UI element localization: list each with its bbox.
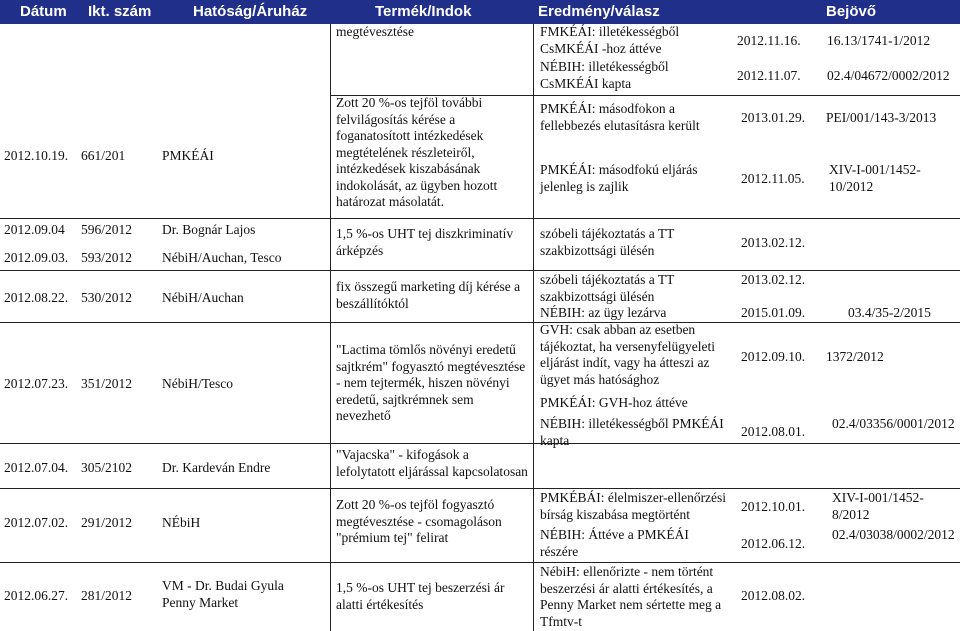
row-divider: [0, 488, 960, 489]
row-hatosag: NébiH/Auchan: [162, 290, 244, 305]
answer-text: NÉBIH: az ügy lezárva: [540, 305, 667, 320]
row-date: 2012.06.27.: [4, 588, 69, 603]
row-ikt: 351/2012: [81, 376, 133, 391]
answer-text: PMKÉBÁI: élelmiszer-ellenőrzési bírság kiszabása megtörtént: [540, 490, 727, 522]
row-hatosag: NébiH/Auchan, Tesco: [162, 250, 282, 265]
row-ikt: 281/2012: [81, 588, 133, 603]
answer-ref: 02.4/03038/0002/2012: [832, 527, 955, 542]
column-divider: [330, 24, 331, 631]
row-date: 2012.10.19.: [4, 148, 69, 163]
termek-cell: Zott 20 %-os tejföl fogyasztó megtévesztése - csomagoláson "prémium tej" felirat: [336, 497, 502, 545]
answer-date: 2012.10.01.: [741, 499, 806, 514]
termek-cell: fix összegű marketing díj kérése a beszállítóktól: [336, 279, 521, 311]
row-hatosag: Dr. Kardeván Endre: [162, 460, 271, 475]
termek-cell: "Lactima tömlős növényi eredetű sajtkrém" fogyasztó megtévesztése - nem tejtermék, hiszen növényi eredetű, sajtkrémnek sem nevezhető: [336, 342, 526, 423]
header-ikt-szam: Ikt. szám: [88, 3, 152, 20]
header-hatosag: Hatóság/Áruház: [193, 3, 308, 20]
row-ikt: 661/201: [81, 148, 126, 163]
row-divider: [0, 270, 960, 271]
header-datum: Dátum: [20, 3, 67, 20]
termek-cell: 1,5 %-os UHT tej diszkriminatív árképzés: [336, 226, 514, 258]
answer-ref: XIV-I-001/1452-8/2012: [832, 490, 924, 522]
row-date: 2012.07.04.: [4, 460, 69, 475]
row-ikt: 305/2102: [81, 460, 133, 475]
answer-text: szóbeli tájékoztatás a TT szakbizottsági ülésén: [540, 226, 675, 258]
row-ikt: 530/2012: [81, 290, 133, 305]
row-divider: [0, 322, 960, 323]
termek-cell: "Vajacska" - kifogások a lefolytatott eljárással kapcsolatosan: [336, 447, 528, 479]
answer-text: PMKÉÁI: másodfokú eljárás jelenleg is zajlik: [540, 162, 698, 194]
row-date: 2012.07.23.: [4, 376, 69, 391]
row-date: 2012.07.02.: [4, 515, 69, 530]
answer-date: 2012.09.10.: [741, 349, 806, 364]
row-hatosag: Dr. Bognár Lajos: [162, 222, 256, 237]
row-divider: [0, 443, 960, 444]
row-divider: [0, 218, 960, 219]
answer-text: PMKÉÁI: GVH-hoz áttéve: [540, 395, 688, 410]
answer-date: 2012.11.07.: [737, 68, 801, 83]
answer-date: 2012.11.05.: [741, 171, 805, 186]
termek-cell: Zott 20 %-os tejföl további felvilágosítás kérése a foganatosított intézkedések megtételének részleteiről, intézkedések kiszabásának indokolását, az ügyben hozott határozat másolatát.: [336, 95, 498, 209]
answer-date: 2013.02.12.: [741, 272, 806, 287]
answer-ref: 1372/2012: [826, 349, 884, 364]
column-divider: [533, 24, 534, 631]
answer-ref: PEI/001/143-3/2013: [826, 110, 937, 125]
answer-text: szóbeli tájékoztatás a TT szakbizottsági ülésén: [540, 272, 675, 304]
row-hatosag: NébiH/Tesco: [162, 376, 234, 391]
answer-date: 2013.02.12.: [741, 235, 806, 250]
answer-text: FMKÉÁI: illetékességből CsMKÉÁI -hoz áttéve: [540, 24, 680, 56]
row-date: 2012.09.03.: [4, 250, 69, 265]
header-eredmeny: Eredmény/válasz: [538, 3, 660, 20]
row-date: 2012.09.04: [4, 222, 65, 237]
row-ikt: 291/2012: [81, 515, 133, 530]
header-termek: Termék/Indok: [375, 3, 472, 20]
answer-ref: 03.4/35-2/2015: [848, 305, 931, 320]
row-hatosag: VM - Dr. Budai Gyula Penny Market: [162, 578, 284, 610]
row-divider: [0, 562, 960, 563]
answer-ref: 02.4/03356/0001/2012: [832, 416, 955, 431]
answer-text: NÉBIH: illetékességből PMKÉÁI kapta: [540, 416, 724, 448]
answer-text: PMKÉÁI: másodfokon a fellebbezés elutasításra került: [540, 101, 700, 133]
termek-cell: megtévesztése: [336, 24, 414, 39]
answer-text: NÉBIH: Áttéve a PMKÉÁI részére: [540, 527, 689, 559]
answer-text: GVH: csak abban az esetben tájékoztat, ha versenyfelügyeleti eljárást indít, vagy ha átteszi az ügyet más hatósághoz: [540, 322, 716, 387]
answer-date: 2013.01.29.: [741, 110, 806, 125]
answer-ref: XIV-I-001/1452-10/2012: [829, 162, 921, 194]
answer-ref: 02.4/04672/0002/2012: [827, 68, 950, 83]
answer-date: 2012.06.12.: [741, 536, 806, 551]
answer-date: 2012.08.01.: [741, 424, 806, 439]
termek-cell: 1,5 %-os UHT tej beszerzési ár alatti értékesítés: [336, 580, 505, 612]
answer-text: NébiH: ellenőrizte - nem történt beszerzési ár alatti értékesítés, a Penny Market nem sértette meg a Tfmtv-t: [540, 564, 722, 629]
answer-date: 2012.11.16.: [737, 33, 801, 48]
row-hatosag: NÉbiH: [162, 515, 201, 530]
row-date: 2012.08.22.: [4, 290, 69, 305]
answer-date: 2015.01.09.: [741, 305, 806, 320]
row-ikt: 593/2012: [81, 250, 133, 265]
answer-date: 2012.08.02.: [741, 588, 806, 603]
answer-text: NÉBIH: illetékességből CsMKÉÁI kapta: [540, 59, 669, 91]
answer-ref: 16.13/1741-1/2012: [827, 33, 931, 48]
row-ikt: 596/2012: [81, 222, 133, 237]
row-hatosag: PMKÉÁI: [162, 148, 214, 163]
header-bejovo: Bejövő: [826, 3, 877, 20]
table-header: [0, 0, 960, 24]
